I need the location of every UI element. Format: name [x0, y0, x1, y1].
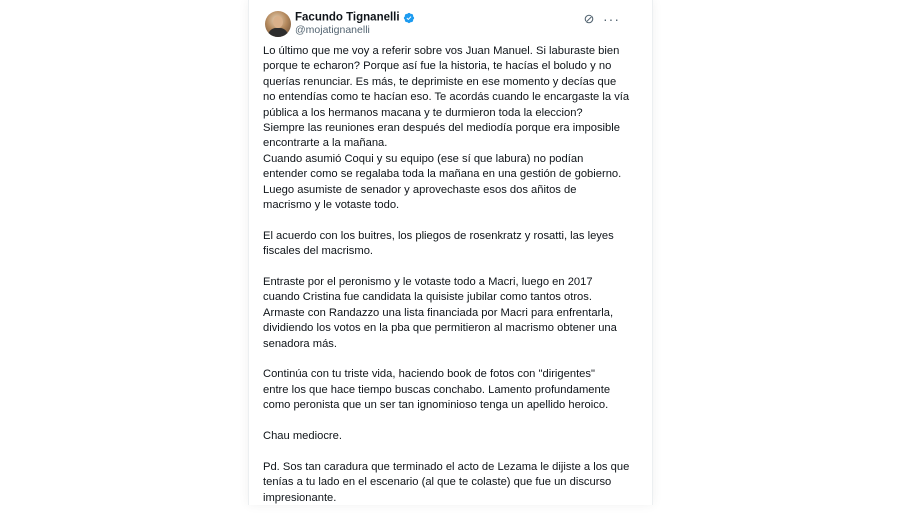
tweet-paragraph [263, 429, 643, 444]
verified-badge-icon [403, 12, 415, 24]
tweet-paragraph [263, 367, 643, 413]
tweet-text-line: Chau mediocre. [263, 430, 342, 443]
tweet-text-line: Siempre las reuniones eran después del mediodía porque era imposible [263, 122, 620, 135]
tweet-text-line: encontrarte a la mañana. [263, 137, 388, 150]
tweet-text-line: Pd. Sos tan caradura que terminado el acto de Lezama le dijiste a los que [263, 460, 630, 473]
avatar[interactable] [265, 11, 291, 37]
tweet-text-line: Entraste por el peronismo y le votaste todo a Macri, luego en 2017 [263, 276, 593, 289]
tweet-text-line: cuando Cristina fue candidata la quisiste jubilar como tantos otros. [263, 291, 592, 304]
tweet-text-line: Armaste con Randazzo una lista financiada por Macri para enfrentarla, [263, 306, 614, 319]
tweet-paragraph [263, 460, 643, 506]
tweet-text-line: El acuerdo con los buitres, los pliegos de rosenkratz y rosatti, las leyes [263, 229, 614, 242]
tweet-text-line: entre los que hace tiempo buscas conchabo. Lamento profundamente [263, 383, 611, 396]
tweet-text-line: senadora más. [263, 337, 338, 350]
tweet-header [265, 9, 638, 43]
author-display-name[interactable]: Facundo Tignanelli [295, 11, 400, 24]
tweet-text-line: no entendías como te hacían eso. Te acordás cuando le encargaste la vía [263, 91, 630, 104]
tweet-text-line: macrismo y le votaste todo. [263, 199, 400, 212]
tweet-text [263, 44, 643, 522]
author-handle[interactable]: @mojatignanelli [295, 24, 370, 37]
tweet-paragraph [263, 275, 643, 352]
tweet-text-line: Continúa con tu triste vida, haciendo book de fotos con "dirigentes" [263, 368, 595, 381]
tweet-text-line: dividiendo los votos en la pba que permitieron al macrismo obtener una [263, 322, 617, 335]
tweet-paragraph [263, 44, 643, 213]
tweet-text-line: pública a los hermanos macana y te durmieron toda la eleccion? [263, 106, 583, 119]
tweet-paragraph [263, 229, 643, 260]
tweet-card [248, 0, 653, 505]
tweet-text-line: Cuando asumió Coqui y su equipo (ese sí que labura) no podían [263, 152, 584, 165]
tweet-text-line: entender como se regalaba toda la mañana en una gestión de gobierno. [263, 168, 622, 181]
tweet-text-line: como peronista que un ser tan ignominioso tenga un apellido heroico. [263, 399, 609, 412]
tweet-text-line: porque te echaron? Porque así fue la historia, te hacías el boludo y no [263, 60, 612, 73]
tweet-text-line: impresionante. [263, 491, 337, 504]
avatar-body [268, 28, 288, 37]
avatar-face [273, 16, 283, 28]
tweet-text-line: tenías a tu lado en el escenario (al que te colaste) que fue un discurso [263, 476, 612, 489]
grok-icon[interactable] [583, 13, 595, 25]
tweet-text-line: fiscales del macrismo. [263, 245, 374, 258]
tweet-text-line: querías renunciar. Es más, te deprimiste en ese momento y decías que [263, 75, 617, 88]
tweet-text-line: Lo último que me voy a referir sobre vos Juan Manuel. Si laburaste bien [263, 45, 620, 57]
author-block [295, 11, 415, 37]
more-icon[interactable]: ··· [603, 11, 620, 27]
tweet-text-line: Luego asumiste de senador y aprovechaste esos dos añitos de [263, 183, 577, 196]
tweet-actions [583, 13, 620, 25]
